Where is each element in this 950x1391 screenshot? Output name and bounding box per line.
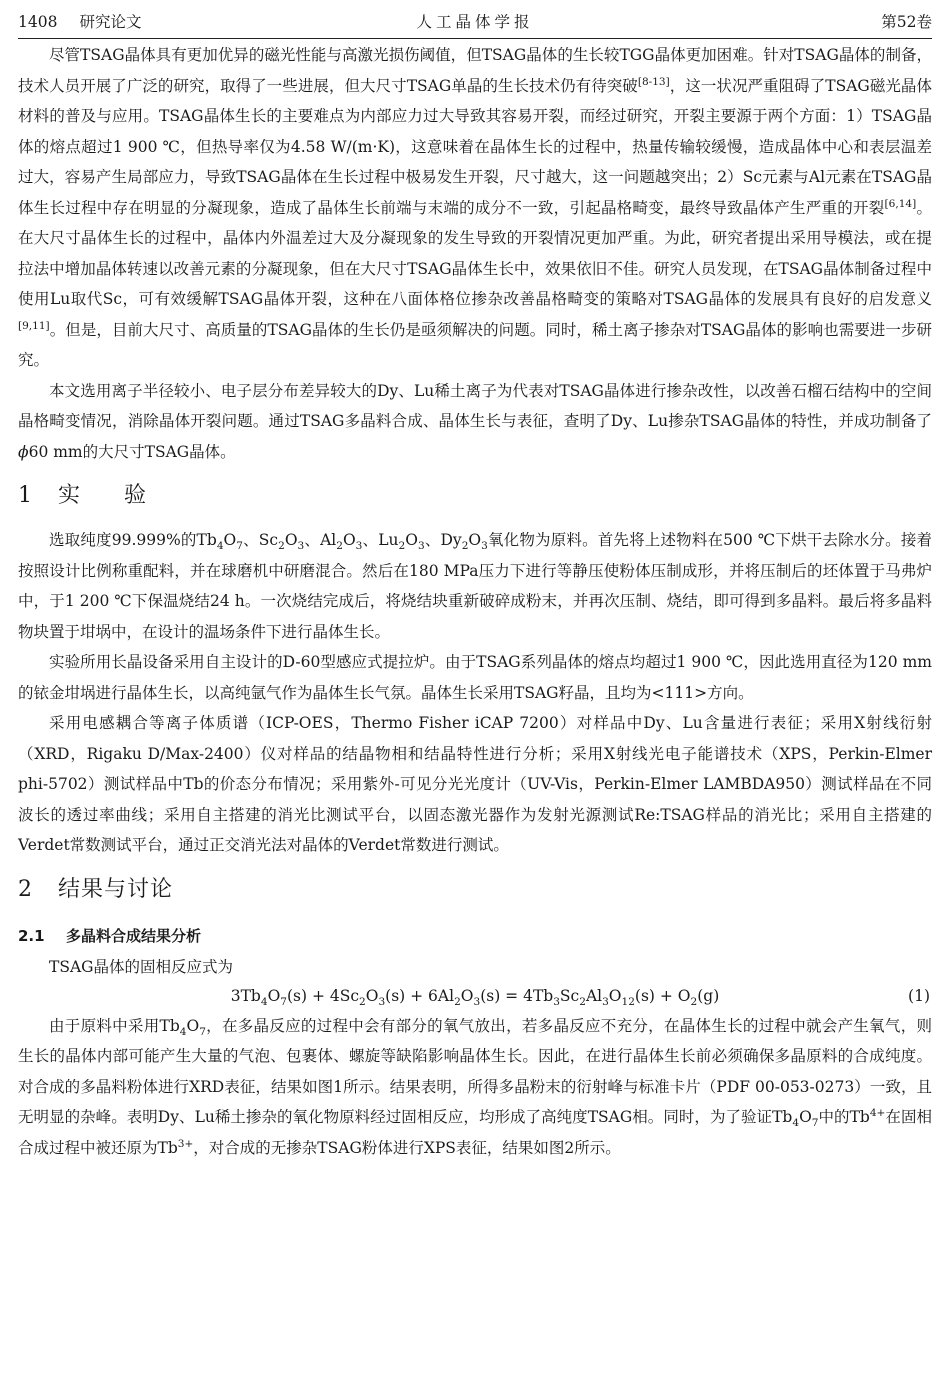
equation-number: (1)	[908, 986, 930, 1005]
experiment-paragraph-2: 实验所用长晶设备采用自主设计的D-60型感应式提拉炉。由于TSAG系列晶体的熔点均超过1 900 ℃，因此选用直径为120 mm的铱金坩埚进行晶体生长，以高纯氩气作为晶体生长气氛。晶体生长采用TSAG籽晶，且均为<111>方向。	[18, 653, 932, 702]
intro-paragraph-1: 尽管TSAG晶体具有更加优异的磁光性能与高激光损伤阈值，但TSAG晶体的生长较TGG晶体更加困难。针对TSAG晶体的制备，技术人员开展了广泛的研究，取得了一些进展，但大尺寸TSAG单晶的生长技术仍有待突破[8-13]，这一状况严重阻碍了TSAG磁光晶体材料的普及与应用。TSAG晶体生长的主要难点为内部应力过大导致其容易开裂，而经过研究，开裂主要源于两个方面：1）TSAG晶体的熔点超过1 900 ℃，但热导率仅为4.58 W/(m·K)，这意味着在晶体生长的过程中，热量传输较缓慢，造成晶体中心和表层温差过大，容易产生局部应力，导致TSAG晶体在生长过程中极易发生开裂，尺寸越大，这一问题越突出；2）Sc元素与Al元素在TSAG晶体生长过程中存在明显的分凝现象，造成了晶体生长前端与末端的成分不一致，引起晶格畸变，最终导致晶体产生严重的开裂[6,14]。在大尺寸晶体生长的过程中，晶体内外温差过大及分凝现象的发生导致的开裂情况更加严重。为此，研究者提出采用导模法，或在提拉法中增加晶体转速以改善元素的分凝现象，但在大尺寸TSAG晶体生长中，效果依旧不佳。研究人员发现，在TSAG晶体制备过程中使用Lu取代Sc，可有效缓解TSAG晶体开裂，这种在八面体格位掺杂改善晶格畸变的策略对TSAG晶体的发展具有良好的启发意义[9,11]。但是，目前大尺寸、高质量的TSAG晶体的生长仍是亟须解决的问题。同时，稀土离子掺杂对TSAG晶体的影响也需要进一步研究。	[18, 46, 932, 369]
subsection-title: 多晶料合成结果分析	[66, 926, 202, 945]
running-header	[18, 4, 932, 39]
section-label: 研究论文	[79, 13, 142, 31]
experiment-paragraph-3: 采用电感耦合等离子体质谱（ICP-OES，Thermo Fisher iCAP 7200）对样品中Dy、Lu含量进行表征；采用X射线衍射（XRD，Rigaku D/Max-2400）仪对样品的结晶物相和结晶特性进行分析；采用X射线光电子能谱技术（XPS，Perkin-Elmer phi-5702）测试样品中Tb的价态分布情况；采用紫外-可见分光光度计（UV-Vis，Perkin-Elmer LAMBDA950）测试样品在不同波长的透过率曲线；采用自主搭建的消光比测试平台，以固态激光器作为发射光源测试Re:TSAG样品的消光比；采用自主搭建的Verdet常数测试平台，通过正交消光法对晶体的Verdet常数进行测试。	[18, 714, 932, 854]
section-number: 2	[18, 876, 33, 902]
intro-paragraph-2: 本文选用离子半径较小、电子层分布差异较大的Dy、Lu稀土离子为代表对TSAG晶体进行掺杂改性，以改善石榴石结构中的空间晶格畸变情况，消除晶体开裂问题。通过TSAG多晶料合成、晶体生长与表征，查明了Dy、Lu掺杂TSAG晶体的特性，并成功制备了ϕ60 mm的大尺寸TSAG晶体。	[18, 381, 932, 461]
citation: [6,14]	[884, 197, 917, 210]
section-number: 1	[18, 483, 33, 508]
journal-title: 人工晶体学报	[416, 13, 534, 31]
reaction-equation: $3Tb_4O_7(s) + 4Sc_2O_3(s) + 6Al_2O_3(s) = 4Tb_3Sc_2Al_3O_{12}(s) + O_2(g)$ (1)	[18, 981, 932, 1011]
subsection-number: 2.1	[18, 926, 45, 945]
equation-intro: TSAG晶体的固相反应式为	[49, 957, 234, 976]
diameter-symbol: ϕ	[18, 442, 29, 461]
section-title: 实验	[58, 483, 191, 508]
citation: [8-13]	[637, 75, 670, 88]
subsection-heading	[18, 919, 932, 953]
section-title: 结果与讨论	[58, 876, 174, 902]
volume-label: 第52卷	[881, 13, 932, 31]
article-body	[18, 40, 932, 1163]
citation: [9,11]	[18, 319, 50, 332]
page-number: 1408	[18, 13, 58, 31]
results-paragraph-1: 由于原料中采用$Tb_4O_7$，在多晶反应的过程中会有部分的氧气放出，若多晶反应不充分，在晶体生长的过程中就会产生氧气，则生长的晶体内部可能产生大量的气泡、包裹体、螺旋等缺陷影响晶体生长。因此，在进行晶体生长前必须确保多晶原料的合成纯度。对合成的多晶料粉体进行XRD表征，结果如图1所示。结果表明，所得多晶粉末的衍射峰与标准卡片（PDF 00-053-0273）一致，且无明显的杂峰。表明Dy、Lu稀土掺杂的氧化物原料经过固相反应，均形成了高纯度TSAG相。同时，为了验证$Tb_4O_7$中的$Tb^{4+}$在固相合成过程中被还原为$Tb^{3+}$，对合成的无掺杂TSAG粉体进行XPS表征，结果如图2所示。	[18, 1016, 932, 1157]
section-heading-experiment	[18, 467, 932, 525]
experiment-paragraph-1: 选取纯度99.999%的$Tb_4O_7$、$Sc_2O_3$、$Al_2O_3$、$Lu_2O_3$、$Dy_2O_3$氧化物为原料。首先将上述物料在500 ℃下烘干去除水分。接着按照设计比例称重配料，并在球磨机中研磨混合。然后在180 MPa压力下进行等静压使粉体压制成形，并将压制后的坯体置于马弗炉中，于1 200 ℃下保温烧结24 h。一次烧结完成后，将烧结块重新破碎成粉末，并再次压制、烧结，即可得到多晶料。最后将多晶料物块置于坩埚中，在设计的温场条件下进行晶体生长。	[18, 531, 933, 641]
section-heading-results	[18, 861, 932, 919]
